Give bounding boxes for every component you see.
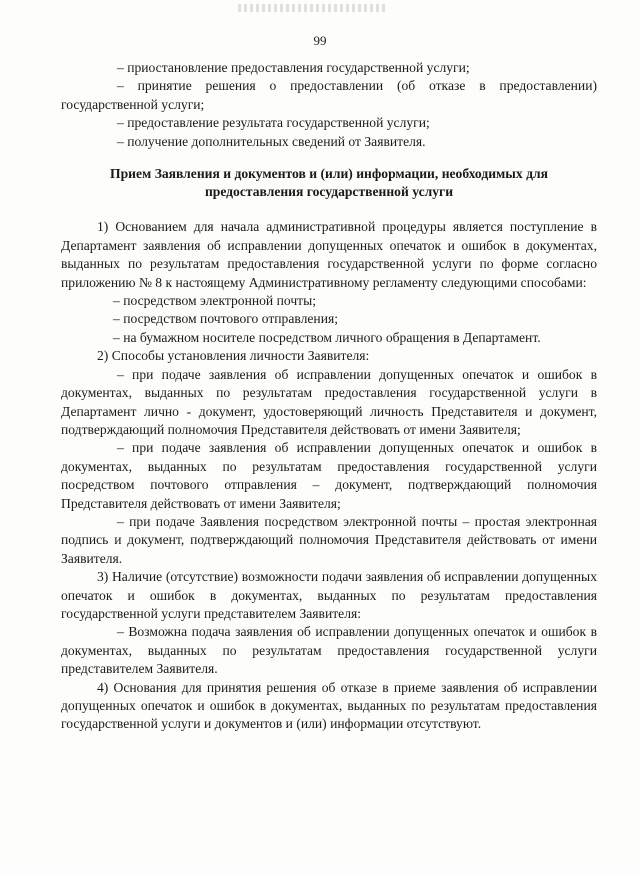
representative-item: – Возможна подача заявления об исправлении допущенных опечаток и ошибок в документах, выданных по результатам предоставления государственной услуги представителем Заявителя. [61,624,597,677]
section-heading: Прием Заявления и документов и (или) информации, необходимых для предоставления государственной услуги [110,166,548,200]
method-item: – посредством почтового отправления; [113,311,339,327]
page-number: 99 [313,33,327,48]
paragraph-3: 3) Наличие (отсутствие) возможности подачи заявления об исправлении допущенных опечаток и ошибок в документах, выданных по результатам предоставления государственной услуги представителем Заявителя: [61,569,597,621]
list-item: – получение дополнительных сведений от Заявителя. [117,133,426,149]
list-item: – предоставление результата государственной услуги; [117,115,430,131]
list-item: – приостановление предоставления государственной услуги; [117,60,470,75]
method-item: – посредством электронной почты; [113,293,317,309]
method-item: – на бумажном носителе посредством личного обращения в Департамент. [113,329,541,345]
identity-item: – при подаче заявления об исправлении допущенных опечаток и ошибок в документах, выданных по результатам предоставления государственной услуги посредством почтового отправления – документ, подтверждающий полномочия Представителя действовать от имени Заявителя; [61,440,597,511]
list-item: – принятие решения о предоставлении (об отказе в предоставлении) государственной услуги; [61,78,597,112]
identity-item: – при подаче Заявления посредством электронной почты – простая электронная подпись и документ, подтверждающий полномочия Представителя действовать от имени Заявителя. [61,513,597,566]
paragraph-1: 1) Основанием для начала административной процедуры является поступление в Департамент заявления об исправлении допущенных опечаток и ошибок в документах, выданных по результатам предоставления государственной услуги по форме согласно приложению № 8 к настоящему Административному регламенту следующими способами: [61,219,597,290]
document-body [61,59,597,734]
paragraph-4: 4) Основания для принятия решения об отказе в приеме заявления об исправлении допущенных опечаток и ошибок в документах, выданных по результатам предоставления государственной услуги и документов и (или) информации отсутствуют. [61,679,597,732]
paragraph-2: 2) Способы установления личности Заявителя: [97,348,370,364]
scan-artifact [238,4,388,12]
identity-item: – при подаче заявления об исправлении допущенных опечаток и ошибок в документах, выданных по результатам предоставления государственной услуги в Департамент лично - документ, удостоверяющий личность Представителя и документ, подтверждающий полномочия Представителя действовать от имени Заявителя; [61,366,597,437]
